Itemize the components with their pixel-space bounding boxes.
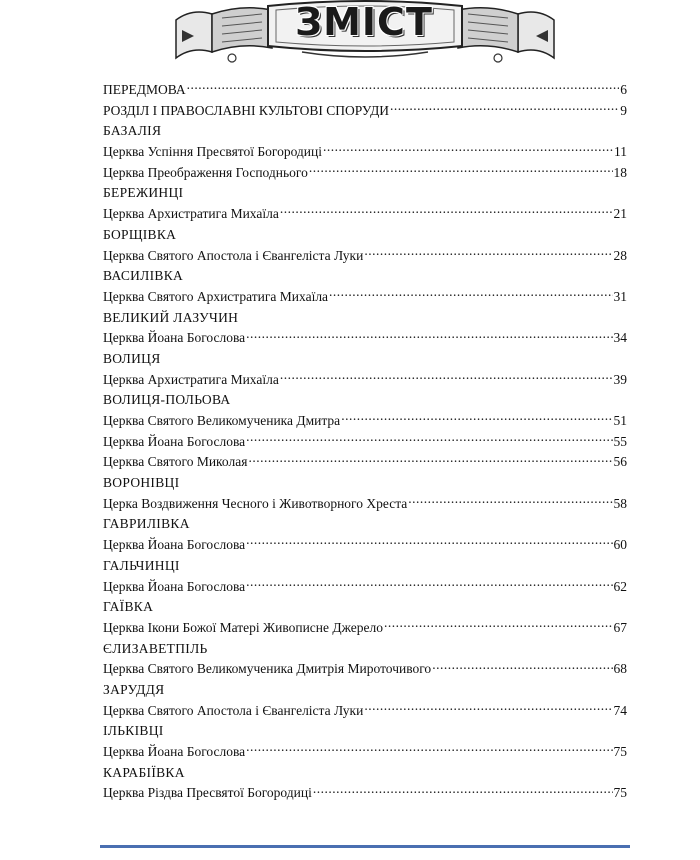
toc-section-heading	[103, 121, 627, 142]
toc-entry-label: ЗАРУДДЯ	[103, 681, 165, 697]
toc-section-heading	[103, 514, 627, 535]
toc-entry-label: Церква Йоана Богослова	[103, 537, 246, 553]
toc-entry[interactable]	[103, 370, 627, 391]
toc-entry-label: Церква Архистратига Михаїла	[103, 371, 279, 387]
toc-page-number: 11	[614, 144, 627, 160]
dot-leader	[408, 496, 612, 508]
toc-page-number: 34	[613, 330, 627, 346]
dot-leader	[248, 454, 612, 466]
toc-entry[interactable]	[103, 411, 627, 432]
toc-entry[interactable]	[103, 80, 627, 101]
toc-entry-label: Церква Йоана Богослова	[103, 578, 246, 594]
dot-leader	[280, 206, 613, 218]
toc-entry[interactable]	[103, 432, 627, 453]
toc-page-number: 28	[613, 247, 627, 263]
dot-leader	[364, 703, 612, 715]
dot-leader	[323, 144, 613, 156]
toc-entry[interactable]	[103, 659, 627, 680]
dot-leader	[187, 82, 620, 94]
page-title: ЗМІСТ	[295, 0, 433, 44]
dot-leader	[384, 620, 613, 632]
toc-section-heading	[103, 680, 627, 701]
toc-entry-label: Церква Успіння Пресвятої Богородиці	[103, 144, 323, 160]
toc-entry-label: ВЕЛИКИЙ ЛАЗУЧИН	[103, 309, 239, 325]
toc-page-number: 62	[613, 578, 627, 594]
toc-entry[interactable]	[103, 142, 627, 163]
toc-entry-label: РОЗДІЛ І ПРАВОСЛАВНІ КУЛЬТОВІ СПОРУДИ	[103, 102, 390, 118]
dot-leader	[309, 165, 613, 177]
toc-entry[interactable]	[103, 163, 627, 184]
toc-entry-label: Церква Святого Великомученика Дмитрія Мироточивого	[103, 661, 432, 677]
toc-entry[interactable]	[103, 494, 627, 515]
toc-entry-label: ГАЇВКА	[103, 599, 154, 615]
toc-section-heading	[103, 225, 627, 246]
toc-entry[interactable]	[103, 535, 627, 556]
toc-page-number: 31	[613, 288, 627, 304]
table-of-contents	[103, 80, 627, 804]
toc-page-number: 21	[613, 206, 627, 222]
toc-entry-label: ІЛЬКІВЦІ	[103, 723, 164, 739]
toc-entry-label: Церква Йоана Богослова	[103, 330, 246, 346]
toc-entry-label: ПЕРЕДМОВА	[103, 82, 186, 97]
toc-page-number: 39	[613, 371, 627, 387]
toc-entry-label: Церква Йоана Богослова	[103, 744, 246, 759]
toc-page-number: 68	[613, 661, 627, 677]
toc-entry-label: Церква Святого Архистратига Михаїла	[103, 288, 329, 304]
toc-page-number: 9	[620, 102, 627, 118]
toc-section-heading	[103, 390, 627, 411]
toc-entry-label: ГАВРИЛІВКА	[103, 516, 190, 532]
dot-leader	[313, 785, 613, 797]
toc-entry-label: ВОЛИЦЯ-ПОЛЬОВА	[103, 392, 231, 408]
toc-entry-label: Церква Архистратига Михаїла	[103, 206, 279, 222]
toc-section-heading	[103, 349, 627, 370]
toc-entry-label: ВОЛИЦЯ	[103, 350, 161, 366]
toc-entry-label: Церква Преображення Господнього	[103, 164, 308, 180]
toc-entry-label: Церква Святого Апостола і Євангеліста Луки	[103, 702, 364, 718]
toc-entry-label: Церква Святого Великомученика Дмитра	[103, 413, 341, 428]
toc-page-number: 6	[620, 82, 627, 97]
toc-entry-label: Церква Святого Миколая	[103, 454, 248, 470]
toc-entry-label: Церква Святого Апостола і Євангеліста Луки	[103, 247, 364, 263]
toc-entry-label: ГАЛЬЧИНЦІ	[103, 557, 180, 573]
toc-entry-label: БАЗАЛІЯ	[103, 123, 162, 139]
toc-entry[interactable]	[103, 618, 627, 639]
toc-entry[interactable]	[103, 783, 627, 804]
dot-leader	[246, 434, 612, 446]
toc-entry-label: Церква Різдва Пресвятої Богородиці	[103, 785, 312, 801]
toc-page-number: 60	[613, 537, 627, 553]
toc-entry-label: БОРЩІВКА	[103, 226, 177, 242]
toc-entry-label: Церка Воздвиження Чесного і Животворного Хреста	[103, 495, 408, 511]
toc-page-number: 74	[613, 702, 627, 718]
toc-section-heading	[103, 183, 627, 204]
toc-entry[interactable]	[103, 101, 627, 122]
toc-entry[interactable]	[103, 742, 627, 763]
dot-leader	[280, 372, 613, 384]
toc-section-heading	[103, 721, 627, 742]
toc-entry[interactable]	[103, 287, 627, 308]
toc-page-number: 67	[613, 619, 627, 635]
toc-page-number: 18	[613, 164, 627, 180]
toc-section-heading	[103, 763, 627, 784]
toc-page-number: 75	[613, 785, 627, 801]
toc-section-heading	[103, 308, 627, 329]
toc-entry[interactable]	[103, 701, 627, 722]
dot-leader	[329, 289, 612, 301]
toc-entry[interactable]	[103, 328, 627, 349]
toc-entry-label: БЕРЕЖИНЦІ	[103, 185, 184, 201]
toc-entry-label: ВОРОНІВЦІ	[103, 475, 180, 491]
toc-entry-label: Церква Йоана Богослова	[103, 433, 246, 449]
toc-section-heading	[103, 639, 627, 660]
toc-section-heading	[103, 473, 627, 494]
toc-entry[interactable]	[103, 204, 627, 225]
toc-entry[interactable]	[103, 246, 627, 267]
dot-leader	[364, 248, 612, 260]
toc-entry-label: КАРАБІЇВКА	[103, 764, 185, 780]
toc-section-heading	[103, 266, 627, 287]
dot-leader	[246, 744, 612, 756]
dot-leader	[246, 537, 612, 549]
toc-entry[interactable]	[103, 577, 627, 598]
dot-leader	[246, 330, 612, 342]
toc-page-number: 55	[613, 433, 627, 449]
dot-leader	[390, 103, 619, 115]
toc-entry-label: Церква Ікони Божої Матері Живописне Джерело	[103, 619, 383, 635]
toc-page-number: 58	[613, 495, 627, 511]
toc-page-number: 51	[613, 413, 627, 428]
dot-leader	[341, 413, 612, 425]
dot-leader	[246, 579, 612, 591]
bottom-rule	[100, 845, 630, 848]
toc-entry-label: ВАСИЛІВКА	[103, 268, 184, 284]
title-banner	[172, 0, 558, 66]
toc-page-number: 75	[613, 744, 627, 759]
toc-section-heading	[103, 556, 627, 577]
dot-leader	[432, 661, 612, 673]
toc-page-number: 56	[613, 454, 627, 470]
toc-section-heading	[103, 597, 627, 618]
toc-entry[interactable]	[103, 452, 627, 473]
toc-entry-label: ЄЛИЗАВЕТПІЛЬ	[103, 640, 208, 656]
